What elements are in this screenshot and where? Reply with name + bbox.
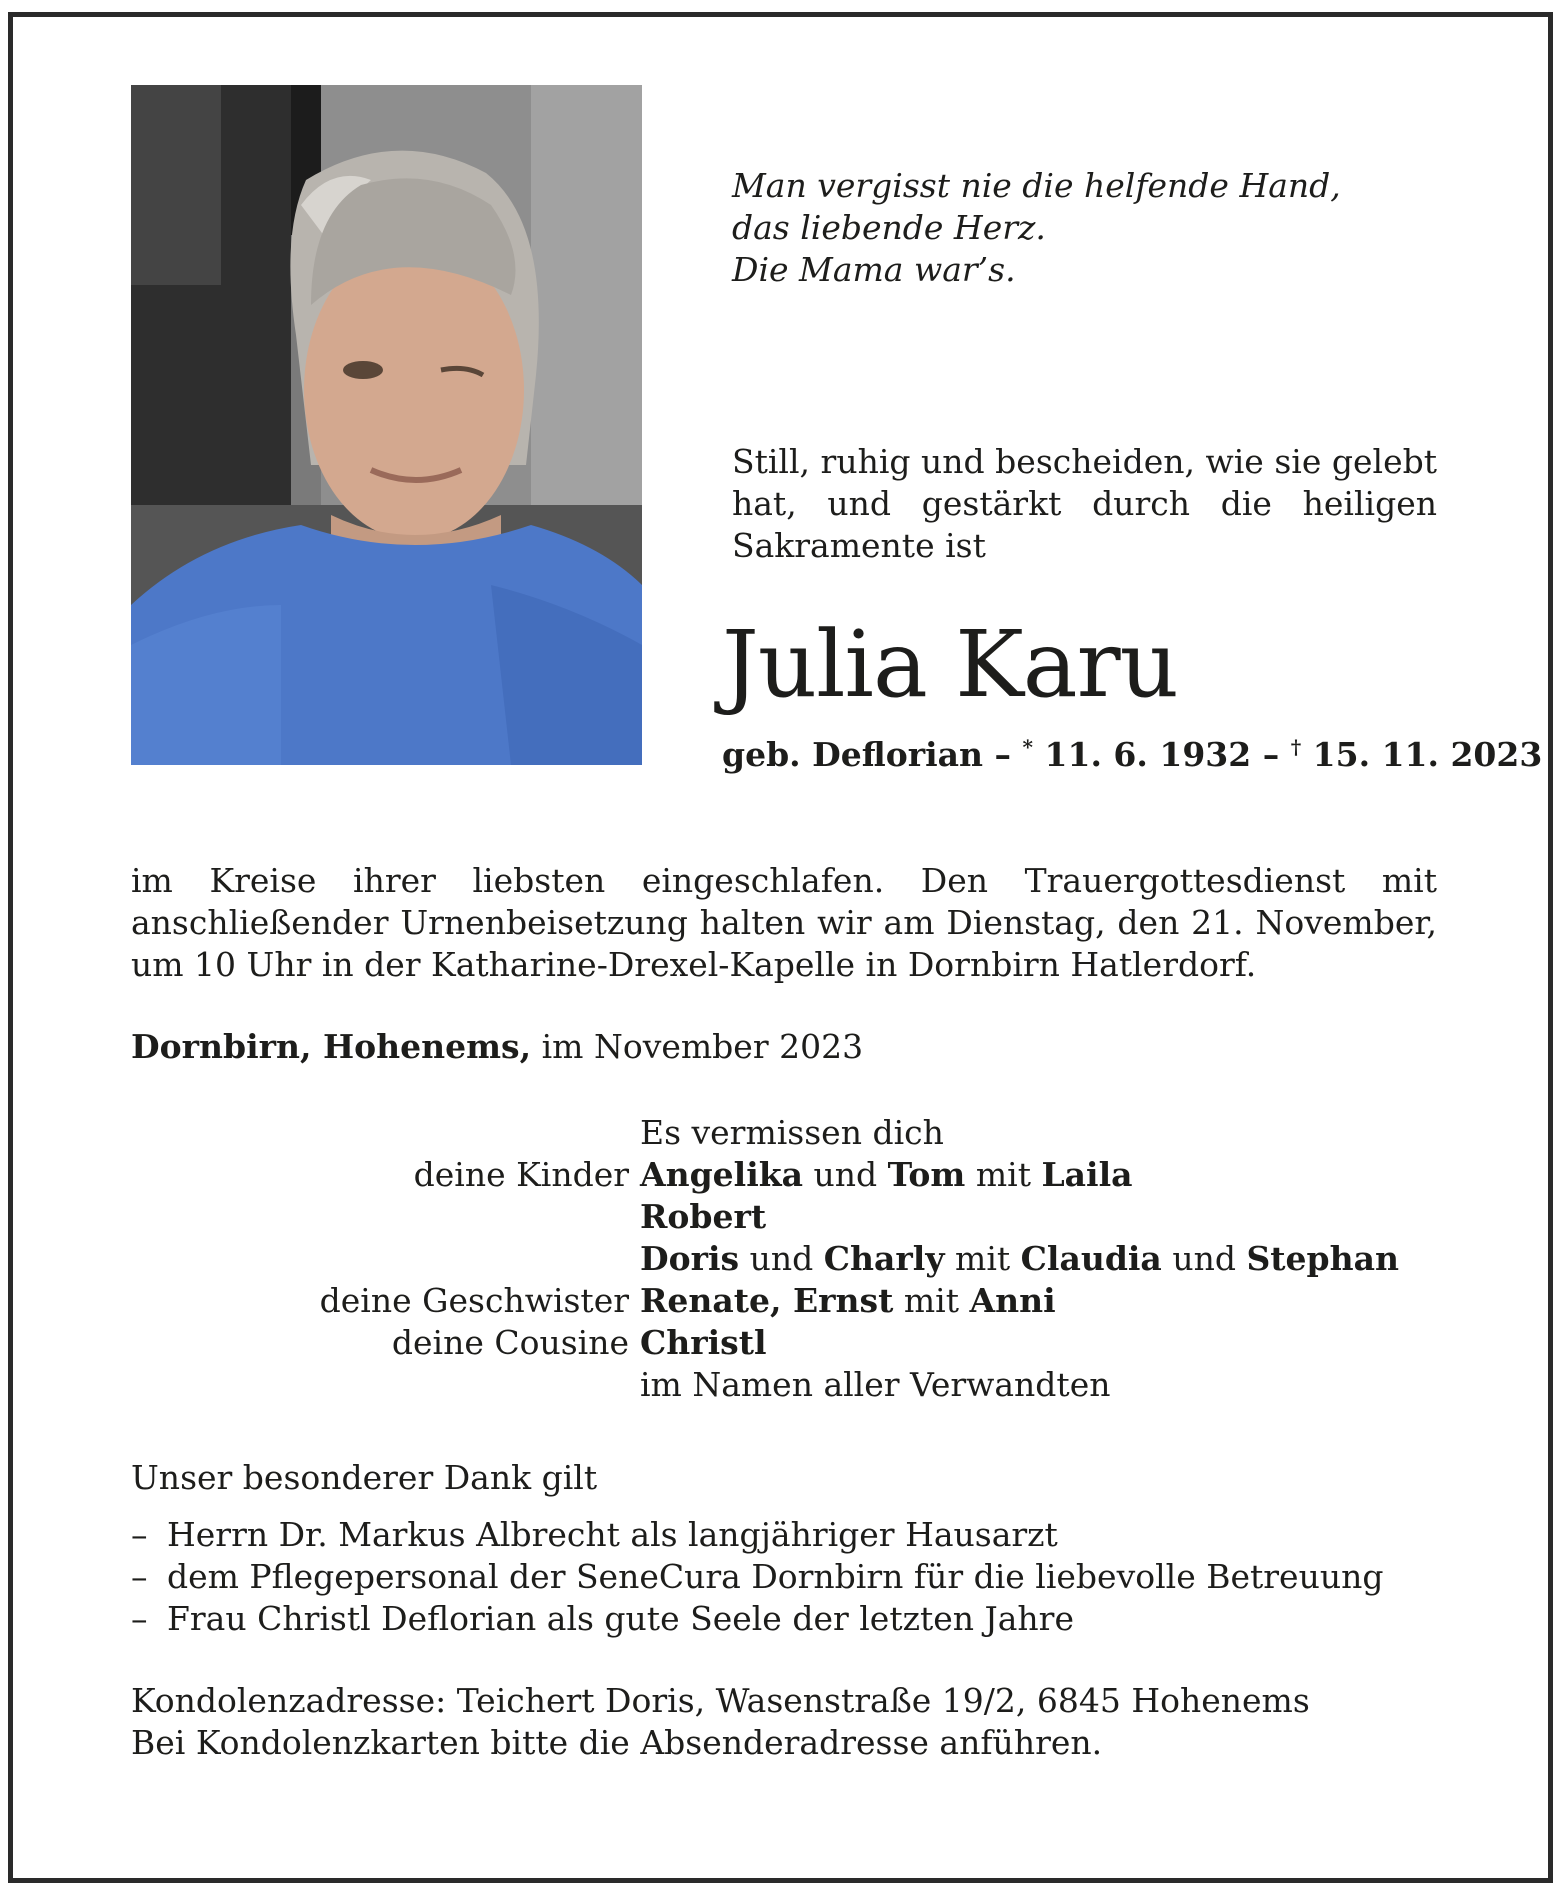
list-dash: – bbox=[131, 1557, 148, 1596]
mourner-name: Claudia bbox=[1020, 1239, 1162, 1278]
list-item bbox=[131, 1556, 1451, 1598]
thanks-item: Frau Christl Deflorian als gute Seele der letzten Jahre bbox=[167, 1599, 1074, 1638]
relation-label-cousin: deine Cousine bbox=[391, 1323, 629, 1362]
mourners-footer: im Namen aller Verwandten bbox=[640, 1365, 1111, 1404]
thanks-item: Herrn Dr. Markus Albrecht als langjähriger Hausarzt bbox=[167, 1515, 1058, 1554]
list-item bbox=[131, 1514, 1451, 1556]
mourner-name: Tom bbox=[887, 1155, 966, 1194]
month-year: im November 2023 bbox=[541, 1027, 864, 1066]
condolence-note: Bei Kondolenzkarten bitte die Absenderadresse anführen. bbox=[131, 1723, 1103, 1762]
mourner-name: Doris bbox=[640, 1239, 740, 1278]
mourner-name: Anni bbox=[969, 1281, 1056, 1320]
siblings-line bbox=[640, 1280, 1451, 1322]
mourner-name: Laila bbox=[1041, 1155, 1133, 1194]
memorial-quote bbox=[732, 165, 1341, 291]
mourner-name: Renate, Ernst bbox=[640, 1281, 894, 1320]
quote-line: Die Mama war’s. bbox=[732, 250, 1016, 289]
mourner-name: Charly bbox=[823, 1239, 945, 1278]
dash: – bbox=[1262, 735, 1280, 774]
mourners-header: Es vermissen dich bbox=[640, 1113, 944, 1152]
portrait-photo bbox=[131, 85, 642, 765]
condolence-address: Kondolenzadresse: Teichert Doris, Wasenstraße 19/2, 6845 Hohenems bbox=[131, 1681, 1310, 1720]
quote-line: Man vergisst nie die helfende Hand, bbox=[732, 166, 1341, 205]
birth-symbol: * bbox=[1022, 735, 1034, 759]
maiden-name: geb. Deflorian bbox=[722, 735, 984, 774]
connector: und bbox=[813, 1155, 878, 1194]
thanks-list bbox=[131, 1514, 1451, 1640]
quote-line: das liebende Herz. bbox=[732, 208, 1046, 247]
life-dates bbox=[722, 733, 1542, 777]
thanks-title: Unser besonderer Dank gilt bbox=[131, 1458, 598, 1497]
mourner-name: Angelika bbox=[640, 1155, 803, 1194]
connector: mit bbox=[975, 1155, 1031, 1194]
funeral-announcement: im Kreise ihrer liebsten eingeschlafen. Den Trauergottesdienst mit anschließender Urnenbeisetzung halten wir am Dienstag, den 21. November, um 10 Uhr in der Katharine-Drexel-Kapelle in Dornbirn Hatlerdorf. bbox=[131, 861, 1437, 984]
deceased-name: Julia Karu bbox=[722, 611, 1178, 718]
children-line bbox=[640, 1154, 1451, 1196]
mourners-list bbox=[131, 1112, 1451, 1406]
death-symbol: † bbox=[1290, 735, 1302, 759]
cousin-line bbox=[640, 1322, 1451, 1364]
place-names: Dornbirn, Hohenems, bbox=[131, 1027, 532, 1066]
list-item bbox=[131, 1598, 1451, 1640]
connector: und bbox=[749, 1239, 814, 1278]
birth-date: 11. 6. 1932 bbox=[1044, 735, 1252, 774]
relation-label-siblings: deine Geschwister bbox=[319, 1281, 629, 1320]
connector: mit bbox=[903, 1281, 959, 1320]
place-date bbox=[131, 1026, 863, 1068]
list-dash: – bbox=[131, 1515, 148, 1554]
mourner-name: Christl bbox=[640, 1323, 767, 1362]
intro-text: Still, ruhig und bescheiden, wie sie gelebt hat, und gestärkt durch die heiligen Sakramente ist bbox=[732, 442, 1437, 565]
thanks-section bbox=[131, 1457, 1451, 1640]
mourner-name: Stephan bbox=[1246, 1239, 1399, 1278]
dash: – bbox=[994, 735, 1012, 774]
contact-section bbox=[131, 1680, 1451, 1764]
connector: mit bbox=[955, 1239, 1011, 1278]
mourner-name: Robert bbox=[640, 1197, 767, 1236]
children-line bbox=[640, 1238, 1451, 1280]
children-line bbox=[640, 1196, 1451, 1238]
death-date: 15. 11. 2023 bbox=[1312, 735, 1543, 774]
connector: und bbox=[1172, 1239, 1236, 1278]
list-dash: – bbox=[131, 1599, 148, 1638]
thanks-item: dem Pflegepersonal der SeneCura Dornbirn für die liebevolle Betreuung bbox=[167, 1557, 1384, 1596]
relation-label-children: deine Kinder bbox=[413, 1155, 629, 1194]
